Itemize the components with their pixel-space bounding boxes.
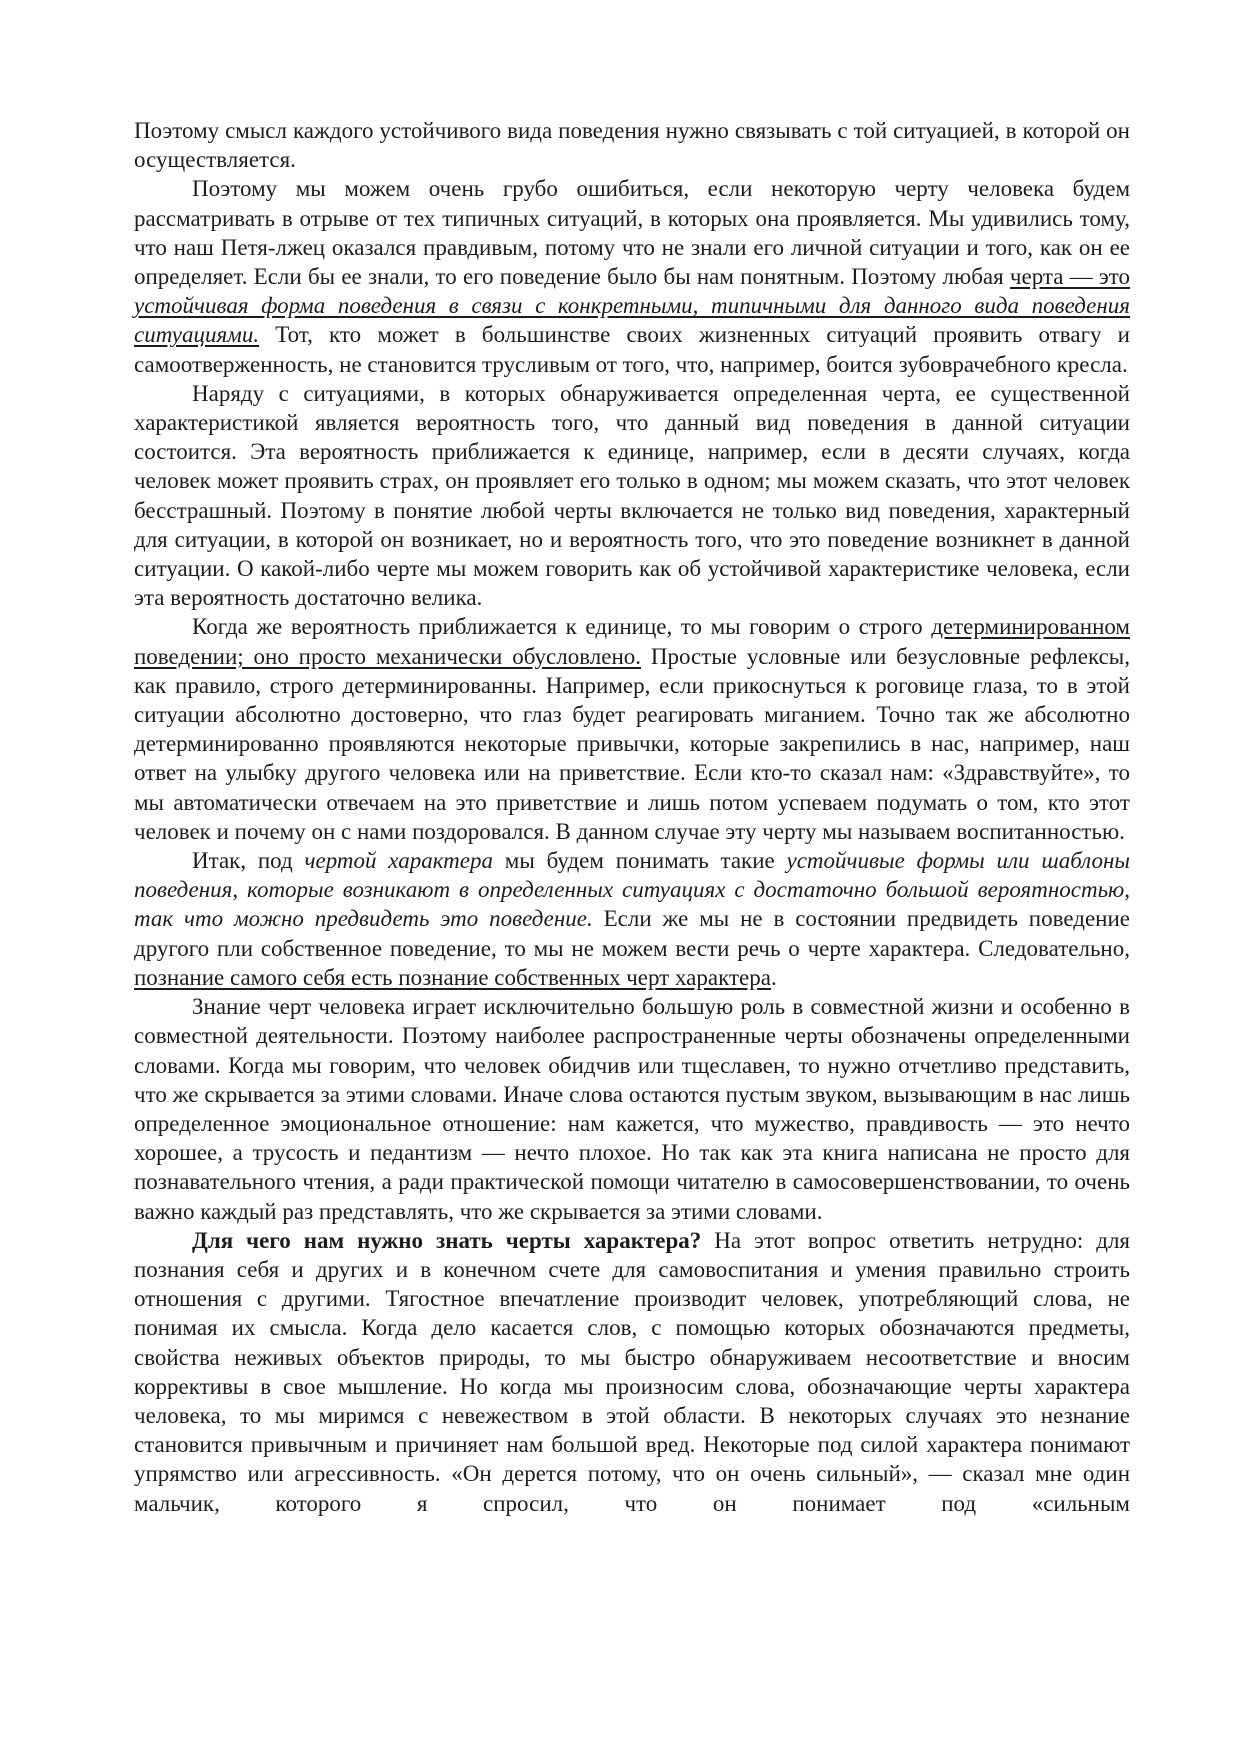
paragraph-3-text: Наряду с ситуациями, в которых обнаруживается определенная черта, ее существенной характеристикой является вероятность того, что данный вид поведения в данной ситуации состоится. Эта вероятность приближается к единице, например, если в десяти случаях, когда человек может проявить страх, он проявляет его только в одном; мы можем сказать, что этот человек бесстрашный. Поэтому в понятие любой черты включается не только вид поведения, характерный для ситуации, в которой он возникает, но и вероятность того, что это поведение возникнет в данной ситуации. О какой-либо черте мы можем говорить как об устойчивой характеристике человека, если эта вероятность достаточно велика. [134,380,1130,611]
section-question-heading: Для чего нам нужно знать черты характера? [192,1227,702,1253]
paragraph-7 [134,1226,1130,1518]
paragraph-7-text: На этот вопрос ответить нетрудно: для познания себя и других и в конечном счете для самовоспитания и умения правильно строить отношения с другими. Тягостное впечатление производит человек, употребляющий слова, не понимая их смысла. Когда дело касается слов, с помощью которых обозначаются предметы, свойства неживых объектов природы, то мы быстро обнаруживаем несоответствие и вносим коррективы в свое мышление. Но когда мы произносим слова, обозначающие черты характера человека, то мы миримся с невежеством в этой области. В некоторых случаях это незнание становится привычным и причиняет нам большой вред. Некоторые под силой характера понимают упрямство или агрессивность. «Он дерется потому, что он очень сильный», — сказал мне один мальчик, которого я спросил, что он понимает под «сильным [134,1227,1130,1516]
paragraph-6-text: Знание черт человека играет исключительно большую роль в совместной жизни и особенно в совместной деятельности. Поэтому наиболее распространенные черты обозначены определенными словами. Когда мы говорим, что человек обидчив или тщеславен, то нужно отчетливо представить, что же скрывается за этими словами. Иначе слова остаются пустым звуком, вызывающим в нас лишь определенное эмоциональное отношение: нам кажется, что мужество, правдивость — это нечто хорошее, а трусость и педантизм — нечто плохое. Но так как эта книга написана не просто для познавательного чтения, а ради практической помощи читателю в самосовершенствовании, то очень важно каждый раз представлять, что же скрывается за этими словами. [134,994,1130,1224]
character-trait-term: чертой характера [304,848,493,874]
paragraph-5-mid: мы будем понимать такие [492,848,787,874]
paragraph-5-middle: Если же мы не в состоянии предвидеть поведение другого пли собственное поведение, то мы не можем вести речь о черте характера. Следовательно, [134,906,1130,961]
paragraph-1-text: Поэтому смысл каждого устойчивого вида поведения нужно связывать с той ситуацией, в которой он осуществляется. [134,118,1130,173]
paragraph-6 [134,992,1130,1226]
paragraph-2-before: Поэтому мы можем очень грубо ошибиться, если некоторую черту человека будем рассматривать в отрыве от тех типичных ситуаций, в которых она проявляется. Мы удивились тому, что наш Петя-лжец оказался правдивым, потому что не знали его личной ситуации и того, как он ее определяет. Если бы ее знали, то его поведение было бы нам понятным. Поэтому любая [134,176,1130,290]
paragraph-4 [134,612,1130,846]
trait-definition-italic: устойчивая форма поведения в связи с конкретными, типичными для данного вида поведения ситуациями. [134,293,1130,348]
paragraph-5-start: Итак, под [192,848,305,874]
paragraph-3 [134,379,1130,613]
character-trait-definition: устойчивые формы или шаблоны поведения, которые возникают в определенных ситуациях с достаточно большой вероятностью, так что можно предвидеть это поведение. [134,848,1130,932]
paragraph-4-before: Когда же вероятность приближается к единице, то мы говорим о строго [192,614,932,640]
body-text [134,116,1130,1518]
determined-behavior-underlined: детерминированном поведении; оно просто механически обусловлено. [134,614,1130,669]
self-knowledge-underlined: познание самого себя есть познание собственных черт характера [134,964,771,990]
paragraph-4-after: Простые условные или безусловные рефлексы, как правило, строго детерминированны. Например, если прикоснуться к роговице глаза, то в этой ситуации абсолютно достоверно, что глаз будет реагировать миганием. Точно так же абсолютно детерминированно проявляются некоторые привычки, которые закрепились в нас, например, наш ответ на улыбку другого человека или на приветствие. Если кто-то сказал нам: «Здравствуйте», то мы автоматически отвечаем на это приветствие и лишь потом успеваем подумать о том, кто этот человек и почему он с нами поздоровался. В данном случае эту черту мы называем воспитанностью. [134,643,1130,844]
paragraph-5 [134,846,1130,992]
paragraph-2 [134,174,1130,378]
trait-definition-underlined: черта — это [1009,264,1130,290]
paragraph-5-end: . [770,964,777,990]
paragraph-2-after: Тот, кто может в большинстве своих жизненных ситуаций проявить отвагу и самоотверженность, не становится трусливым от того, что, например, боится зубоврачебного кресла. [134,322,1130,377]
paragraph-1 [134,116,1130,174]
